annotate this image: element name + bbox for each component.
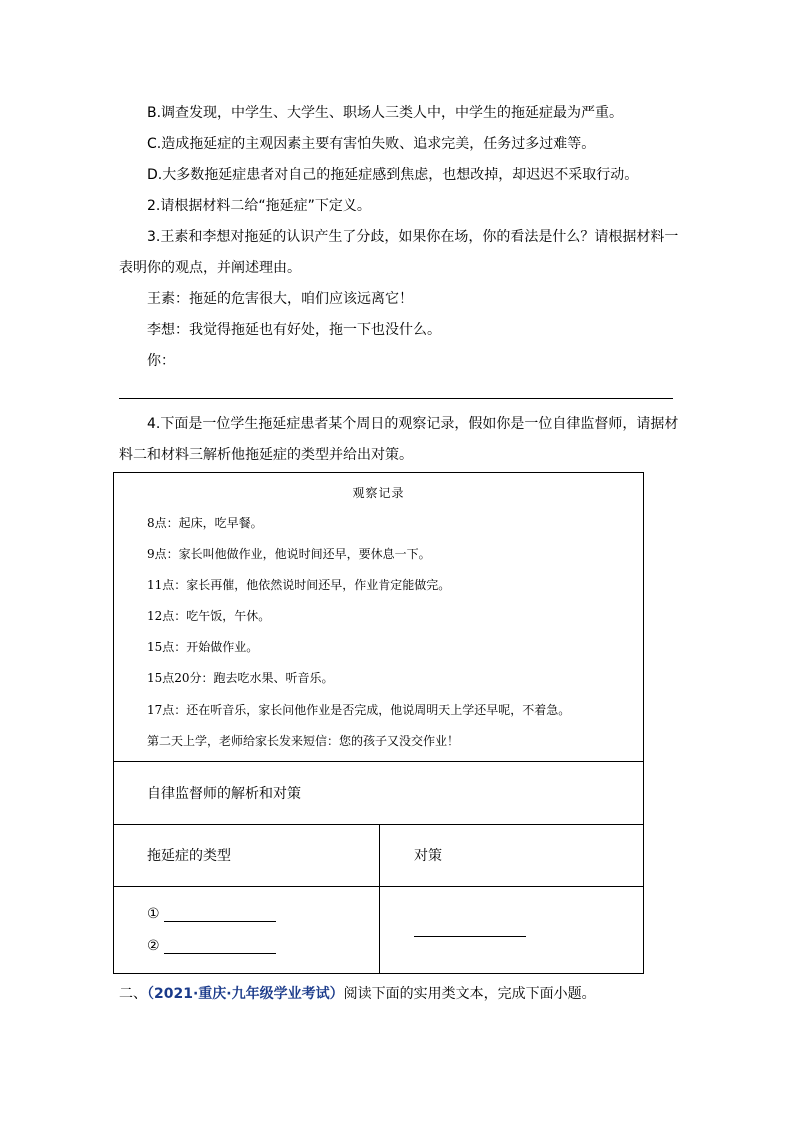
- type-blank-1[interactable]: [164, 921, 276, 922]
- question-4-line2: 料二和材料三解析他拖延症的类型并给出对策。: [119, 447, 413, 463]
- answer-line: [119, 398, 673, 399]
- dialogue-you: 你：: [147, 353, 175, 369]
- observation-entry-6: 15点20分：跑去吃水果、听音乐。: [147, 671, 334, 685]
- strategy-blank[interactable]: [414, 936, 526, 937]
- type-answer-cell[interactable]: [113, 886, 380, 974]
- strategy-header: 对策: [414, 848, 442, 864]
- circle-2: ②: [147, 938, 160, 954]
- analysis-header: 自律监督师的解析和对策: [147, 786, 301, 802]
- observation-entry-3: 11点：家长再催，他依然说时间还早，作业肯定能做完。: [147, 578, 451, 592]
- section-2-text: 阅读下面的实用类文本，完成下面小题。: [343, 986, 596, 1002]
- observation-entry-1: 8点：起床，吃早餐。: [147, 516, 263, 530]
- circle-1: ①: [147, 906, 160, 922]
- strategy-answer-cell[interactable]: [379, 886, 644, 974]
- question-2: 2.请根据材料二给“拖延症”下定义。: [147, 198, 371, 214]
- type-header: 拖延症的类型: [147, 848, 231, 864]
- question-3-line2: 表明你的观点，并阐述理由。: [119, 260, 301, 276]
- option-c: C.造成拖延症的主观因素主要有害怕失败、追求完美，任务过多过难等。: [147, 136, 596, 152]
- observation-entry-7: 17点：还在听音乐，家长问他作业是否完成，他说周明天上学还早呢，不着急。: [147, 703, 571, 717]
- observation-title: 观察记录: [352, 486, 405, 500]
- observation-entry-2: 9点：家长叫他做作业，他说时间还早，要休息一下。: [147, 547, 431, 561]
- section-2-source: （2021·重庆·九年级学业考试）: [147, 986, 344, 1002]
- section-2-heading: [119, 984, 596, 1004]
- observation-entry-4: 12点：吃午饭，午休。: [147, 609, 271, 623]
- observation-entry-5: 15点：开始做作业。: [147, 640, 259, 654]
- option-d: D.大多数拖延症患者对自己的拖延症感到焦虑，也想改掉，却迟迟不采取行动。: [147, 167, 639, 183]
- observation-entry-8: 第二天上学，老师给家长发来短信：您的孩子又没交作业！: [147, 734, 460, 748]
- question-3-line1: 3.王素和李想对拖延的认识产生了分歧，如果你在场，你的看法是什么？请根据材料一: [147, 229, 679, 245]
- type-blank-2[interactable]: [164, 953, 276, 954]
- option-b: B.调查发现，中学生、大学生、职场人三类人中，中学生的拖延症最为严重。: [147, 105, 624, 121]
- question-4-line1: 4.下面是一位学生拖延症患者某个周日的观察记录，假如你是一位自律监督师，请据材: [147, 416, 679, 432]
- dialogue-wangsu: 王素：拖延的危害很大，咱们应该远离它！: [147, 291, 413, 307]
- section-2-prefix: 二、: [119, 986, 147, 1002]
- dialogue-lixiang: 李想：我觉得拖延也有好处，拖一下也没什么。: [147, 322, 441, 338]
